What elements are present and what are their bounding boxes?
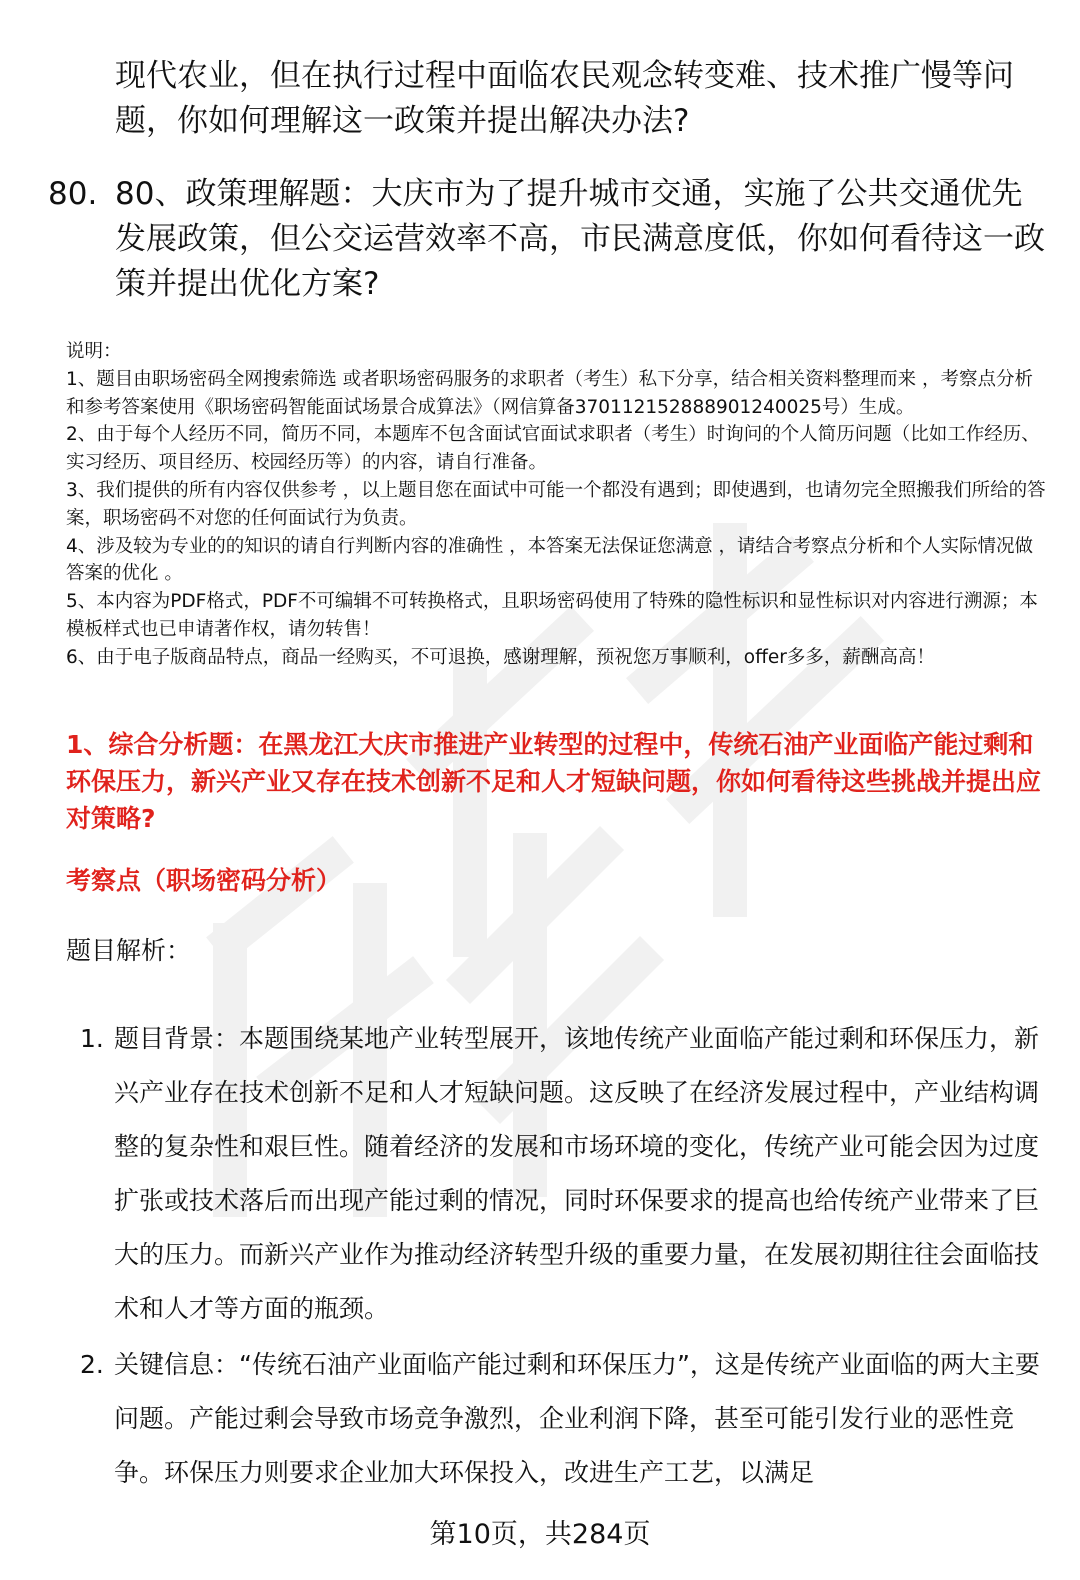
question-80-text: 80、政策理解题：大庆市为了提升城市交通，实施了公共交通优先发展政策，但公交运营效率不高，市民满意度低，你如何看待这一政策并提出优化方案? (115, 176, 1045, 302)
analysis-item (80, 1338, 1040, 1500)
analysis-item-number: 2. (80, 1350, 104, 1379)
note-item: 2、由于每个人经历不同，简历不同，本题库不包含面试官面试求职者（考生）时询问的个人简历问题（比如工作经历、实习经历、项目经历、校园经历等）的内容，请自行准备。 (66, 424, 1040, 474)
note-item: 5、本内容为PDF格式，PDF不可编辑不可转换格式，且职场密码使用了特殊的隐性标识和显性标识对内容进行溯源；本模板样式也已申请著作权，请勿转售！ (66, 591, 1038, 640)
previous-question-continuation: 现代农业，但在执行过程中面临农民观念转变难、技术推广慢等问题，你如何理解这一政策并提出解决办法? (115, 58, 1014, 139)
analysis-item-number: 1. (80, 1024, 104, 1053)
analysis-item-text: 关键信息：“传统石油产业面临产能过剩和环保压力”，这是传统产业面临的两大主要问题。产能过剩会导致市场竞争激烈，企业利润下降，甚至可能引发行业的恶性竞争。环保压力则要求企业加大环保投入，改进生产工艺，以满足 (114, 1350, 1040, 1487)
note-item: 3、我们提供的所有内容仅供参考 ，以上题目您在面试中可能一个都没有遇到；即使遇到，也请勿完全照搬我们所给的答案，职场密码不对您的任何面试行为负责。 (66, 479, 1046, 529)
analysis-item-text: 题目背景：本题围绕某地产业转型展开，该地传统产业面临产能过剩和环保压力，新兴产业存在技术创新不足和人才短缺问题。这反映了在经济发展过程中，产业结构调整的复杂性和艰巨性。随着经济的发展和市场环境的变化，传统产业可能会因为过度扩张或技术落后而出现产能过剩的情况，同时环保要求的提高也给传统产业带来了巨大的压力。而新兴产业作为推动经济转型升级的重要力量，在发展初期往往会面临技术和人才等方面的瓶颈。 (114, 1024, 1040, 1323)
analysis-heading: 题目解析： (66, 936, 192, 965)
page-footer: 第10页，共284页 (429, 1519, 651, 1550)
analysis-item (80, 1012, 1040, 1336)
analysis-list (80, 1012, 1040, 1502)
note-item: 4、涉及较为专业的的知识的请自行判断内容的准确性 ，本答案无法保证您满意 ，请结合考察点分析和个人实际情况做答案的优化 。 (66, 535, 1034, 585)
question-80-number: 80. (48, 176, 98, 212)
disclaimer-notes (66, 338, 1046, 672)
note-item: 6、由于电子版商品特点，商品一经购买，不可退换，感谢理解，预祝您万事顺利，offer多多，薪酬高高！ (66, 646, 935, 668)
note-item: 1、题目由职场密码全网搜索筛选 或者职场密码服务的求职者（考生）私下分享，结合相关资料整理而来 ，考察点分析和参考答案使用《职场密码智能面试场景合成算法》（网信算备370112152888901240025号）生成。 (66, 368, 1034, 418)
notes-heading: 说明： (66, 341, 122, 362)
exam-points-heading: 考察点（职场密码分析） (66, 866, 342, 895)
question-1-title: 1、综合分析题：在黑龙江大庆市推进产业转型的过程中，传统石油产业面临产能过剩和环保压力，新兴产业又存在技术创新不足和人才短缺问题，你如何看待这些挑战并提出应对策略? (66, 730, 1042, 833)
